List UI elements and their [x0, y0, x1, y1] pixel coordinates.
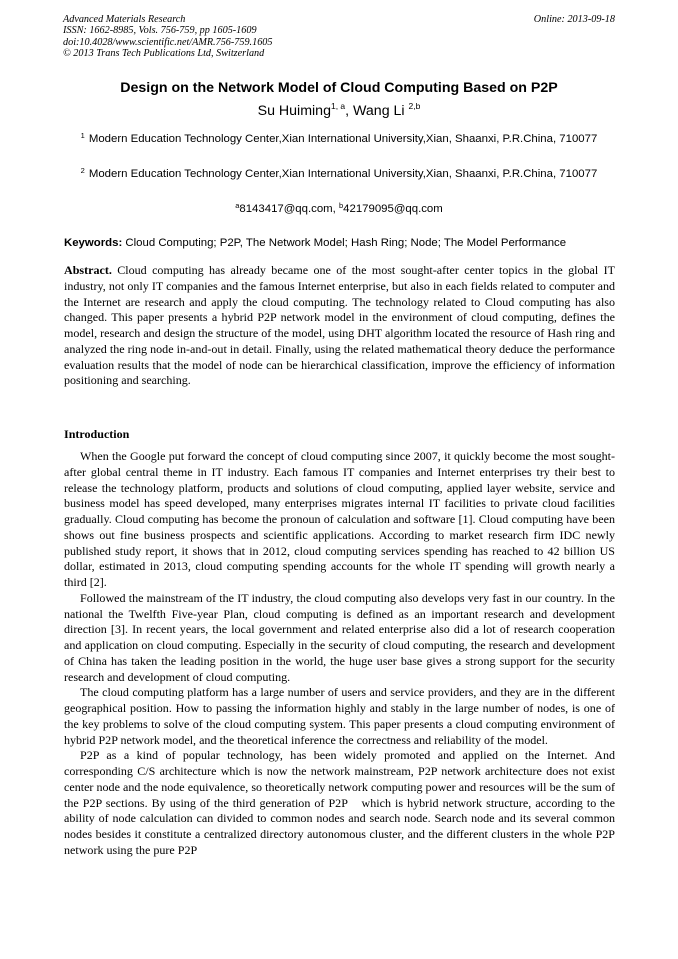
section-heading: Introduction — [64, 427, 130, 441]
copyright-line: © 2013 Trans Tech Publications Ltd, Switzerland — [63, 48, 265, 60]
paragraph: P2P as a kind of popular technology, has been widely promoted and applied on the Internet. And corresponding C/S architecture which is now the network mainstream, P2P network architecture does not exist center node and the node equivalence, so theoretically network computing power and resources will be the sum of the P2P sections. By using of the third generation of P2P which is hybrid network structure, according to the ability of node calculation can divided to common nodes and search node. Search node and its several common nodes besides it constitute a centralized directory autonomous cluster, and the different clusters in the whole P2P network using the pure P2P — [64, 748, 615, 857]
author-name: Su Huiming — [257, 103, 331, 119]
journal-header — [63, 14, 615, 60]
affiliation — [72, 131, 606, 148]
paragraph: The cloud computing platform has a large number of users and service providers, and they are in the different geographical position. How to passing the information highly and stably in the large number of nodes, is one of the key problems to solve of the cloud computing system. This paper presents a cloud computing environment of hybrid P2P network model, and the theoretical inference the correctness and reliability of the model. — [64, 685, 615, 747]
email-address: 42179095@qq.com — [343, 203, 443, 215]
email-marker: b — [338, 201, 344, 210]
introduction-body — [64, 449, 615, 859]
author-separator: , — [345, 103, 354, 119]
paper-title: Design on the Network Model of Cloud Computing Based on P2P — [120, 80, 558, 96]
doi-line: doi:10.4028/www.scientific.net/AMR.756-759.1605 — [63, 36, 273, 48]
author-name: Wang Li — [353, 103, 405, 119]
author-line — [30, 103, 648, 120]
abstract-label: Abstract. — [64, 263, 112, 277]
affiliation-text: Modern Education Technology Center,Xian International University,Xian, Shaanxi, P.R.China, 710077 — [88, 133, 598, 145]
affiliation-number: 2 — [80, 166, 85, 175]
journal-name: Advanced Materials Research — [63, 14, 186, 25]
email-marker: a — [235, 201, 240, 210]
paragraph: When the Google put forward the concept of cloud computing since 2007, it quickly become the most sought-after global central theme in IT industry. Each famous IT companies and Internet enterprises try their best to release the technology platform, products and solutions of cloud computing, applied layer website, service and business model has speed developed, many enterprises migrates internal IT facilities to private cloud facilities gradually. Cloud computing has become the pronoun of calculation and software [1]. Cloud computing have been shows out fine business prospects and scientific applications. According to market research firm IDC newly published study report, it shows that in 2012, cloud computing services spending has reached to 42 billion US dollar, estimated in 2013, cloud computing spending accounts for the whole IT spending will growth nearly a third [2]. — [64, 449, 615, 589]
abstract-text: Cloud computing has already became one of the most sought-after center topics in the global IT industry, not only IT companies and the famous Internet enterprise, but also in each fields related to computer and the Internet are research and apply the cloud computing. The technology related to Cloud computing has also changed. This paper presents a hybrid P2P network model in the environment of cloud computing, defines the model, research and design the structure of the model, using DHT algorithm located the resource of Hash ring and analyzed the ring node in-and-out in detail. Finally, using the related mathematical theory deduce the performance evaluation results that the model of node can be hierarchical classification, improve the efficiency of information positioning and searching. — [64, 263, 615, 388]
affiliation — [72, 166, 606, 183]
affiliation-number: 1 — [80, 131, 85, 140]
abstract — [64, 263, 615, 389]
issn-line: ISSN: 1662-8985, Vols. 756-759, pp 1605-1609 — [63, 25, 257, 37]
author-superscript: 1, a — [330, 101, 346, 111]
online-date: Online: 2013-09-18 — [533, 14, 615, 25]
author-superscript: 2,b — [408, 101, 421, 111]
affiliation-text: Modern Education Technology Center,Xian International University,Xian, Shaanxi, P.R.China, 710077 — [88, 168, 598, 180]
keywords-text: Cloud Computing; P2P, The Network Model; Hash Ring; Node; The Model Performance — [122, 237, 567, 249]
paragraph: Followed the mainstream of the IT industry, the cloud computing also develops very fast in our country. In the national the Twelfth Five-year Plan, cloud computing is defined as an important research and development direction [3]. In recent years, the local government and related enterprise also did a lot of research cooperation and application on cloud computing. Especially in the security of cloud computing, the research and development of China has taken the leading position in the world, the huge user base gives a strong support for the security research and development of cloud computing. — [64, 590, 615, 684]
keywords — [64, 235, 615, 251]
author-emails — [30, 201, 648, 218]
email-address: 8143417@qq.com, — [239, 203, 339, 215]
keywords-label: Keywords: — [64, 237, 123, 249]
